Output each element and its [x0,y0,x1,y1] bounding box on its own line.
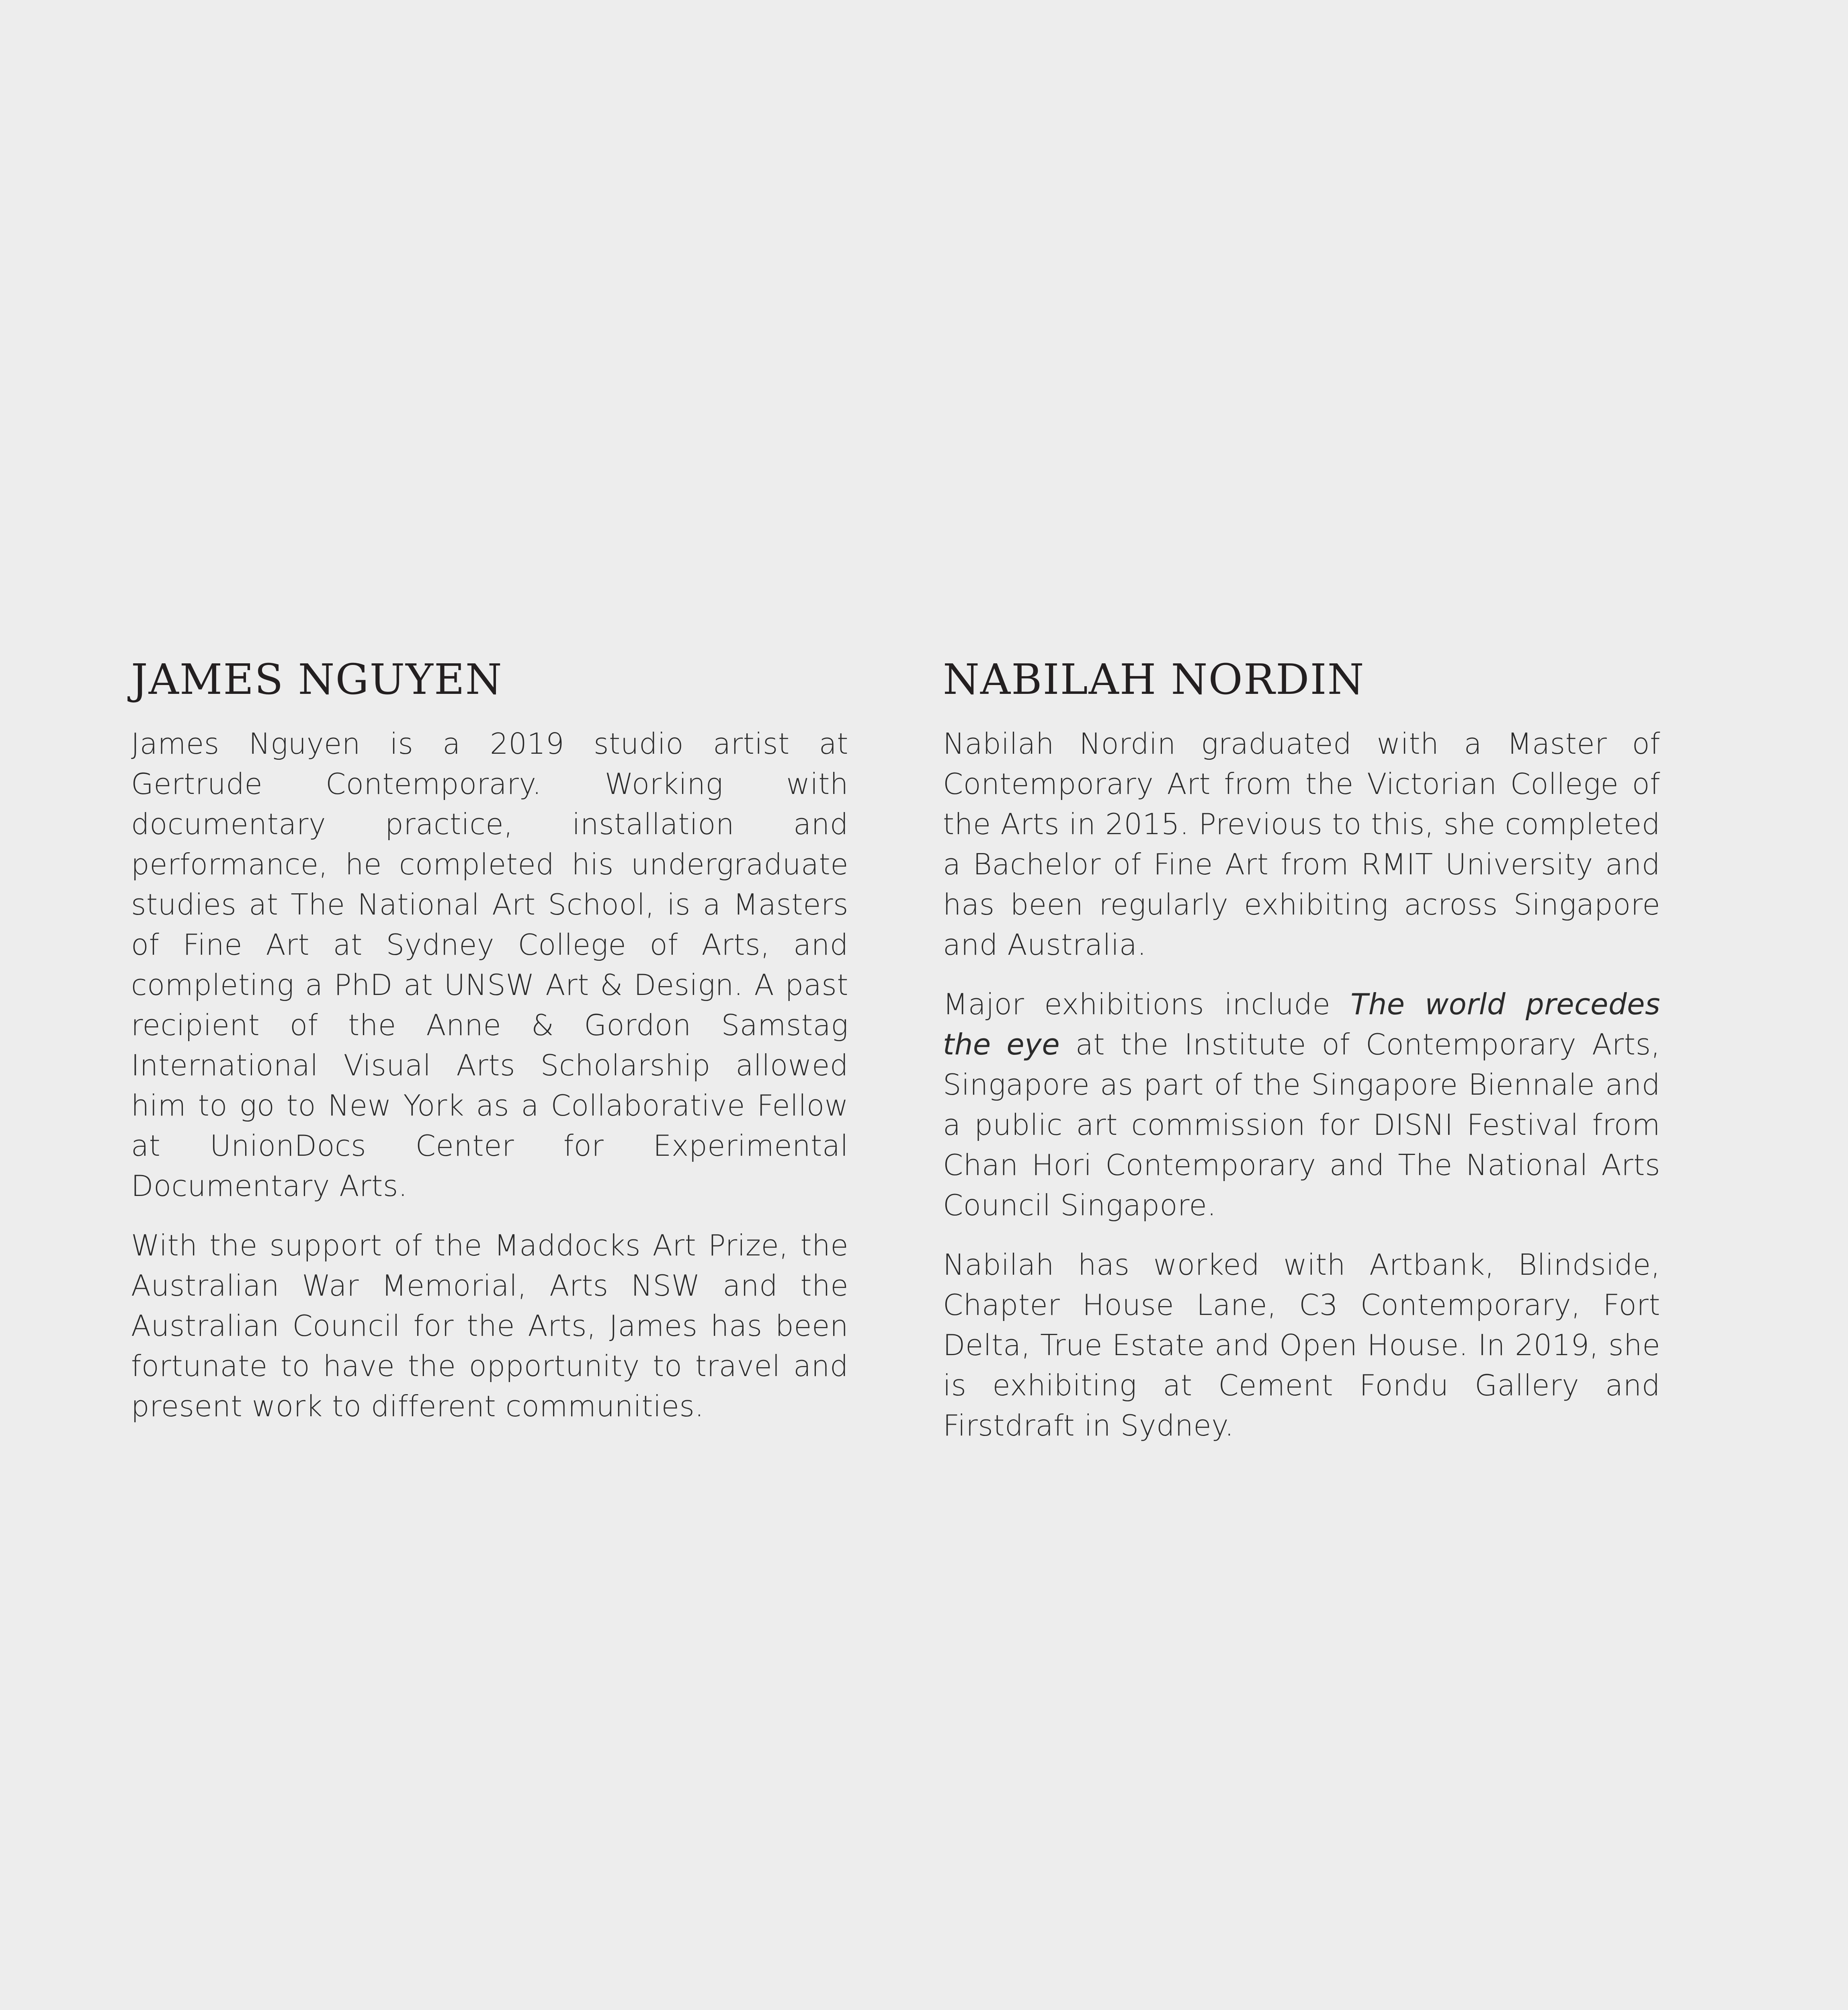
artist-bio-james-nguyen [131,651,848,1446]
exhibition-title: The world precedes the eye [943,987,1660,1061]
artist-bio-nabilah-nordin [943,651,1660,1465]
artist-name-heading: NABILAH NORDIN [943,655,1365,704]
bio-paragraph-3: Nabilah has worked with Artbank, Blindside, Chapter House Lane, C3 Contemporary, Fort Delta, True Estate and Open House. In 2019, she is exhibiting at Cement Fondu Gallery and Firstdraft in Sydney. [943,1248,1660,1442]
paragraph-rest-text: at the Institute of Contemporary Arts, Singapore as part of the Singapore Biennale and a public art commission for DISNI Festival from Chan Hori Contemporary and The National Arts Council Singapore. [943,1028,1660,1222]
bio-paragraph-2 [943,984,1660,1225]
bio-paragraph-1: Nabilah Nordin graduated with a Master of Contemporary Art from the Victorian College of the Arts in 2015. Previous to this, she completed a Bachelor of Fine Art from RMIT University and has been regularly exhibiting across Singapore and Australia. [943,727,1660,962]
artist-name-heading: JAMES NGUYEN [131,655,503,704]
bio-paragraph-2: With the support of the Maddocks Art Prize, the Australian War Memorial, Arts NSW and the Australian Council for the Arts, James has been fortunate to have the opportunity to travel and present work to different communities. [131,1229,848,1423]
bio-paragraph-1: James Nguyen is a 2019 studio artist at Gertrude Contemporary. Working with documentary practice, installation and performance, he completed his undergraduate studies at The National Art School, is a Masters of Fine Art at Sydney College of Arts, and completing a PhD at UNSW Art & Design. A past recipient of the Anne & Gordon Samstag International Visual Arts Scholarship allowed him to go to New York as a Collaborative Fellow at UnionDocs Center for Experimental Documentary Arts. [131,727,848,1203]
paragraph-lead-text: Major exhibitions include [943,987,1351,1021]
